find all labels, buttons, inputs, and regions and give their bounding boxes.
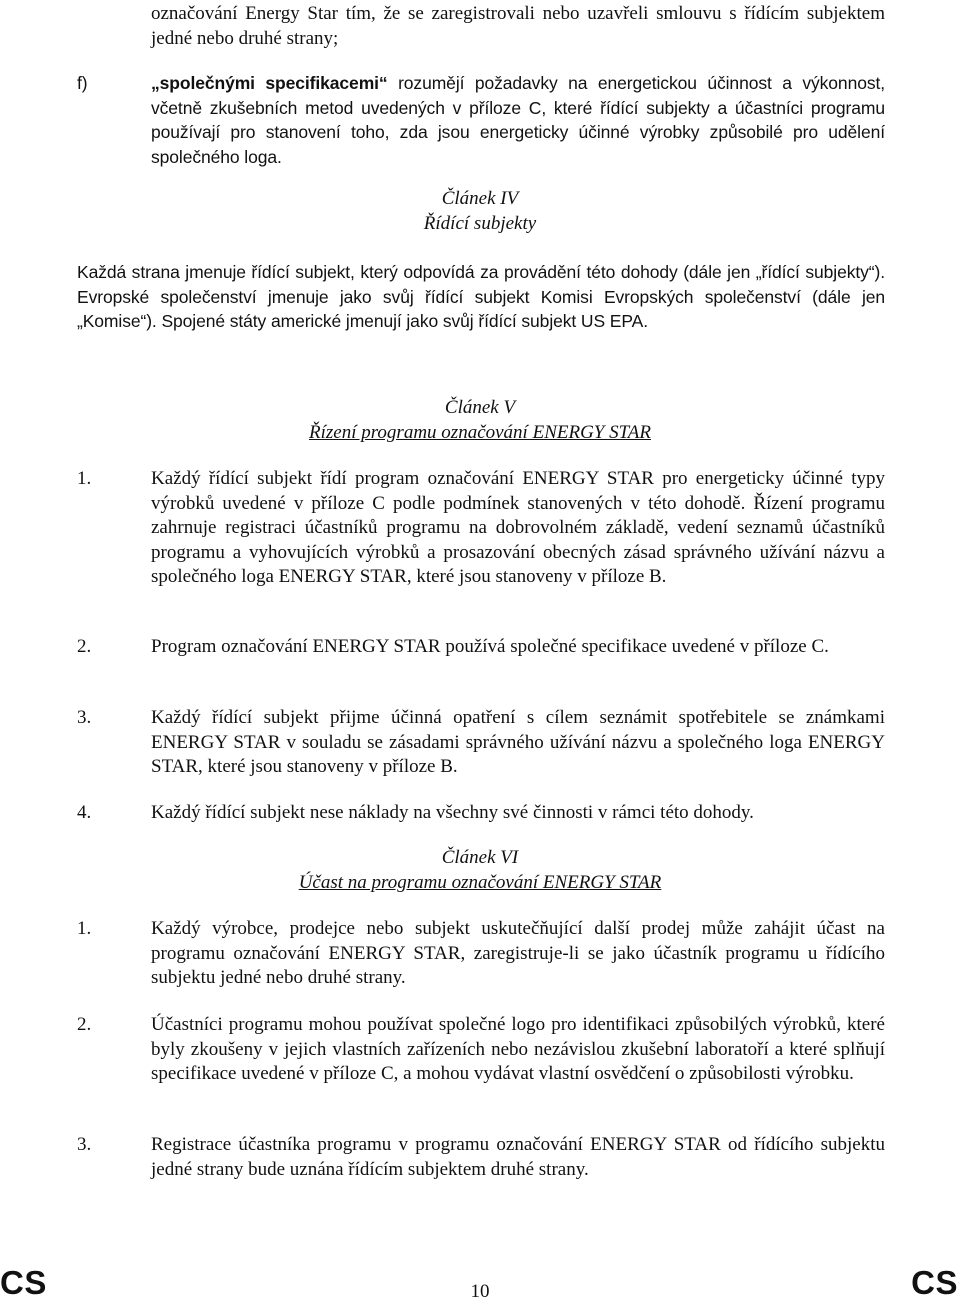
article-4-title: Řídící subjekty [423,212,537,234]
article-5-item-2-text: Program označování ENERGY STAR používá společné specifikace uvedené v příloze C. [151,636,829,657]
article-4-body: Každá strana jmenuje řídící subjekt, který odpovídá za provádění této dohody (dále jen „řídící subjekty“). Evropské společenství jmenuje jako svůj řídící subjekt Komisi Evropských společenství (dále jen „Komise“). Spojené státy americké jmenují jako svůj řídící subjekt US EPA. [77,262,885,331]
page-number: 10 [470,1281,490,1302]
article-6-number: Článek VI [441,847,519,868]
article-6-item-3-text: Registrace účastníka programu v programu označování ENERGY STAR od řídícího subjektu jedné strany bude uznána řídícím subjektem druhé strany. [151,1134,885,1180]
article-6-heading [0,846,960,895]
article-5-item-2-number: 2. [77,636,92,657]
article-5-item-4-number: 4. [77,802,92,823]
article-6-item-2-number: 2. [77,1014,92,1035]
article-5-item-1-text: Každý řídící subjekt řídí program označování ENERGY STAR pro energeticky účinné typy výrobků uvedené v příloze C podle podmínek stanovených v této dohodě. Řízení programu zahrnuje registraci účastníků programu na dobrovolném základě, vedení seznamů účastníků programu a vyhovujících výrobků a prosazování obecných zásad správného užívání názvu a společného loga ENERGY STAR, které jsou stanoveny v příloze B. [151,468,885,587]
article-5-item-3-number: 3. [77,707,92,728]
article-5-heading [0,396,960,445]
article-5-number: Článek V [444,397,516,418]
definition-f-body: rozumějí požadavky na energetickou účinnost a výkonnost, včetně zkušebních metod uvedených v příloze C, které řídící subjekty a účastníci programu používají pro stanovení toho, zda jsou energeticky účinné výrobky způsobilé pro udělení společného loga. [151,73,886,167]
article-5-item-4-text: Každý řídící subjekt nese náklady na všechny své činnosti v rámci této dohody. [151,802,754,823]
article-6-title: Účast na programu označování ENERGY STAR [298,871,662,893]
article-4-number: Článek IV [441,188,519,209]
article-5-item-1-number: 1. [77,468,92,489]
intro-continuation: označování Energy Star tím, že se zaregistrovali nebo uzavřeli smlouvu s řídícím subjektem jedné nebo druhé strany; [151,3,885,49]
article-4-heading [0,187,960,236]
article-5-title: Řízení programu označování ENERGY STAR [309,421,651,443]
article-6-item-2-text: Účastníci programu mohou používat společné logo pro identifikaci způsobilých výrobků, které byly zkoušeny v jejich vlastních zařízeních nebo nezávislou zkušební laboratoří a které splňují specifikace uvedené v příloze C, a mohou vydávat vlastní osvědčení o způsobilosti výrobku. [151,1014,885,1084]
article-5-item-3-text: Každý řídící subjekt přijme účinná opatření s cílem seznámit spotřebitele se známkami ENERGY STAR v souladu se zásadami správného užívání názvu a společného loga ENERGY STAR, které jsou stanoveny v příloze B. [151,707,885,777]
article-6-item-1-number: 1. [77,918,92,939]
article-6-item-3-number: 3. [77,1134,92,1155]
definition-f-text [151,71,885,169]
footer-language-code-left: CS [0,1264,47,1301]
footer-language-code-right: CS [911,1264,958,1301]
definition-f-term: „společnými specifikacemi“ [151,73,388,93]
article-6-item-1-text: Každý výrobce, prodejce nebo subjekt uskutečňující další prodej může zahájit účast na programu označování ENERGY STAR, zaregistruje-li se jako účastník programu u řídícího subjektu jedné nebo druhé strany. [151,918,885,988]
definition-f-label: f) [77,73,88,93]
